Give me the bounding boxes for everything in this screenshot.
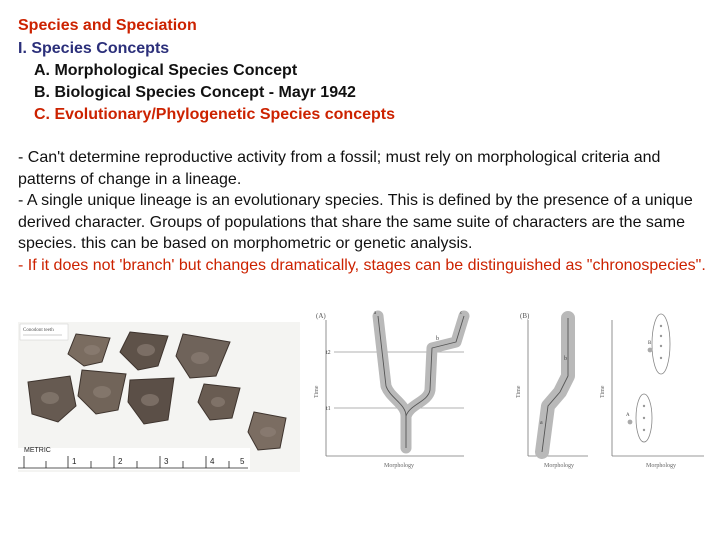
ruler-number: 1 <box>72 457 77 466</box>
paragraph-chronospecies: - If it does not 'branch' but changes dramatically, stages can be distinguished as "chronospecies". <box>18 256 706 274</box>
panel-a-t1: t1 <box>326 406 331 412</box>
photo-label: Conodont teeth <box>23 328 54 333</box>
ruler-number: 2 <box>118 457 123 466</box>
body-text <box>18 147 708 276</box>
panel-b-y-label: Time <box>516 385 522 398</box>
panel-a-y-label: Time <box>314 385 320 398</box>
panel-a-x-label: Morphology <box>384 463 414 469</box>
panel-c-point-b: B <box>648 341 652 346</box>
panel-c-y-label: Time <box>600 385 606 398</box>
panel-c-point-a: A <box>626 413 630 418</box>
panel-a-branch-c: c <box>460 311 463 316</box>
panel-b <box>516 312 588 469</box>
item-evolutionary: C. Evolutionary/Phylogenetic Species concepts <box>34 106 395 123</box>
item-morphological: A. Morphological Species Concept <box>34 62 298 79</box>
speciation-diagram <box>306 306 708 474</box>
ruler-number: 5 <box>240 457 245 466</box>
panel-a-t2: t2 <box>326 350 331 356</box>
ruler-number: 4 <box>210 457 215 466</box>
panel-c <box>600 314 704 469</box>
paragraph-lineage: - A single unique lineage is an evolutionary species. This is defined by the presence of a unique derived character. Groups of populations that share the same suite of characters are the same species. this can be based on morphometric or genetic analysis. <box>18 192 693 252</box>
panel-a-tag: (A) <box>316 312 326 320</box>
panel-b-branch-b: b <box>564 356 567 362</box>
fossil-teeth-photo <box>18 322 300 472</box>
ruler-number: 3 <box>164 457 169 466</box>
panel-c-x-label: Morphology <box>646 463 676 469</box>
panel-a-branch-b: b <box>436 336 439 342</box>
paragraph-fossil: - Can't determine reproductive activity from a fossil; must rely on morphological criteria and patterns of change in a lineage. <box>18 149 661 188</box>
panel-b-x-label: Morphology <box>544 463 574 469</box>
panel-b-branch-a: a <box>540 420 543 426</box>
slide-title: Species and Speciation <box>18 17 197 34</box>
panel-b-tag: (B) <box>520 312 530 320</box>
panel-a <box>314 311 464 469</box>
panel-a-branch-a: a <box>374 311 377 316</box>
item-biological: B. Biological Species Concept - Mayr 1942 <box>34 84 356 101</box>
ruler-metric-label: METRIC <box>24 447 51 454</box>
section-heading: I. Species Concepts <box>18 40 170 57</box>
